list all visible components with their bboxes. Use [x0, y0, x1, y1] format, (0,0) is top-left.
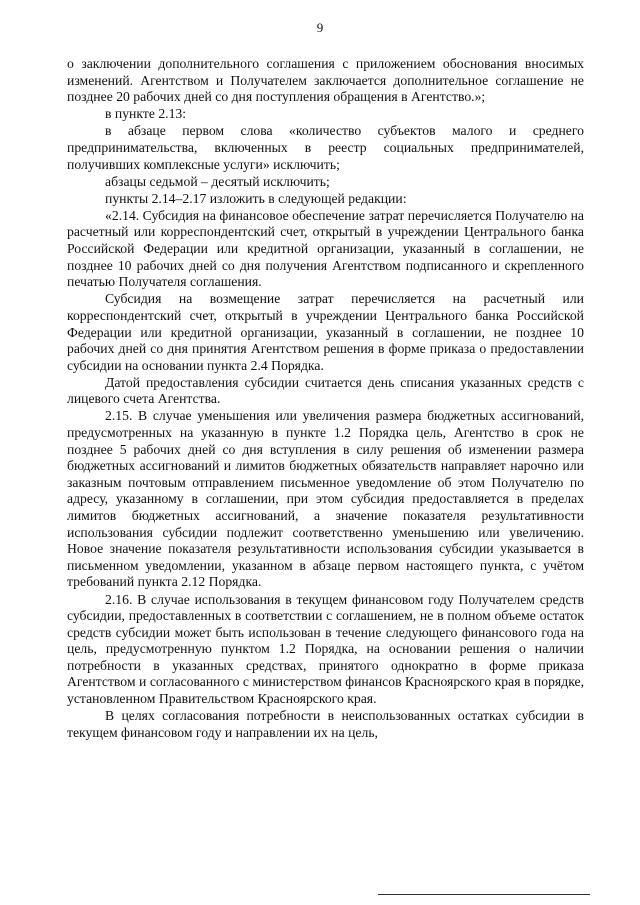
- paragraph: в абзаце первом слова «количество субъектов малого и среднего предпринимательства, включенных в реестр социальных предпринимателей, получивших комплексные услуги» исключить;: [67, 123, 584, 172]
- footer-rule: [378, 894, 590, 895]
- document-body: [67, 56, 584, 742]
- paragraph: «2.14. Субсидия на финансовое обеспечение затрат перечисляется Получателю на расчетный или корреспондентский счет, открытый в учреждении Центрального банка Российской Федерации или кредитной организации, указанный в соглашении, не позднее 10 рабочих дней со дня получения Агентством подписанного и скрепленного печатью Получателя соглашения.: [67, 207, 584, 290]
- paragraph: в пункте 2.13:: [105, 106, 187, 122]
- paragraph: Субсидия на возмещение затрат перечисляется на расчетный или корреспондентский счет, открытый в учреждении Центрального банка Российской Федерации или кредитной организации, указанный в соглашении, не позднее 10 рабочих дней со дня принятия Агентством решения в форме приказа о предоставлении субсидии на основании пункта 2.4 Порядка.: [67, 291, 584, 373]
- paragraph: о заключении дополнительного соглашения с приложением обоснования вносимых изменений. Агентством и Получателем заключается дополнительное соглашение не позднее 20 рабочих дней со дня поступления обращения в Агентство.»;: [67, 56, 584, 105]
- paragraph: 2.15. В случае уменьшения или увеличения размера бюджетных ассигнований, предусмотренных на указанную в пункте 1.2 Порядка цель, Агентство в срок не позднее 5 рабочих дней со дня вступления в силу решения об изменении размера бюджетных ассигнований и лимитов бюджетных обязательств направляет нарочно или заказным почтовым отправлением письменное уведомление об этом Получателю по адресу, указанному в соглашении, при этом субсидия предоставляется в пределах лимитов бюджетных ассигнований, а значение показателя результативности использования субсидии подлежит соответственно уменьшению или увеличению. Новое значение показателя результативности использования субсидии указывается в письменном уведомлении, указанном в абзаце первом настоящего пункта, с учётом требований пункта 2.12 Порядка.: [67, 408, 584, 590]
- paragraph: абзацы седьмой – десятый исключить;: [105, 173, 330, 189]
- page-number: 9: [316, 20, 324, 35]
- paragraph: Датой предоставления субсидии считается день списания указанных средств с лицевого счета Агентства.: [67, 374, 584, 407]
- paragraph: В целях согласования потребности в неиспользованных остатках субсидии в текущем финансовом году и направлении их на цель,: [67, 708, 584, 740]
- paragraph: 2.16. В случае использования в текущем финансовом году Получателем средств субсидии, предоставленных в соответствии с соглашением, не в полном объеме остаток средств субсидии может быть использован в течение следующего финансового года на цель, предусмотренную пунктом 1.2 Порядка, на основании решения о наличии потребности в указанных средствах, принятого однократно в форме приказа Агентством и согласованного с министерством финансов Красноярского края в порядке, установленном Правительством Красноярского края.: [67, 591, 584, 707]
- paragraph: пункты 2.14–2.17 изложить в следующей редакции:: [105, 190, 407, 206]
